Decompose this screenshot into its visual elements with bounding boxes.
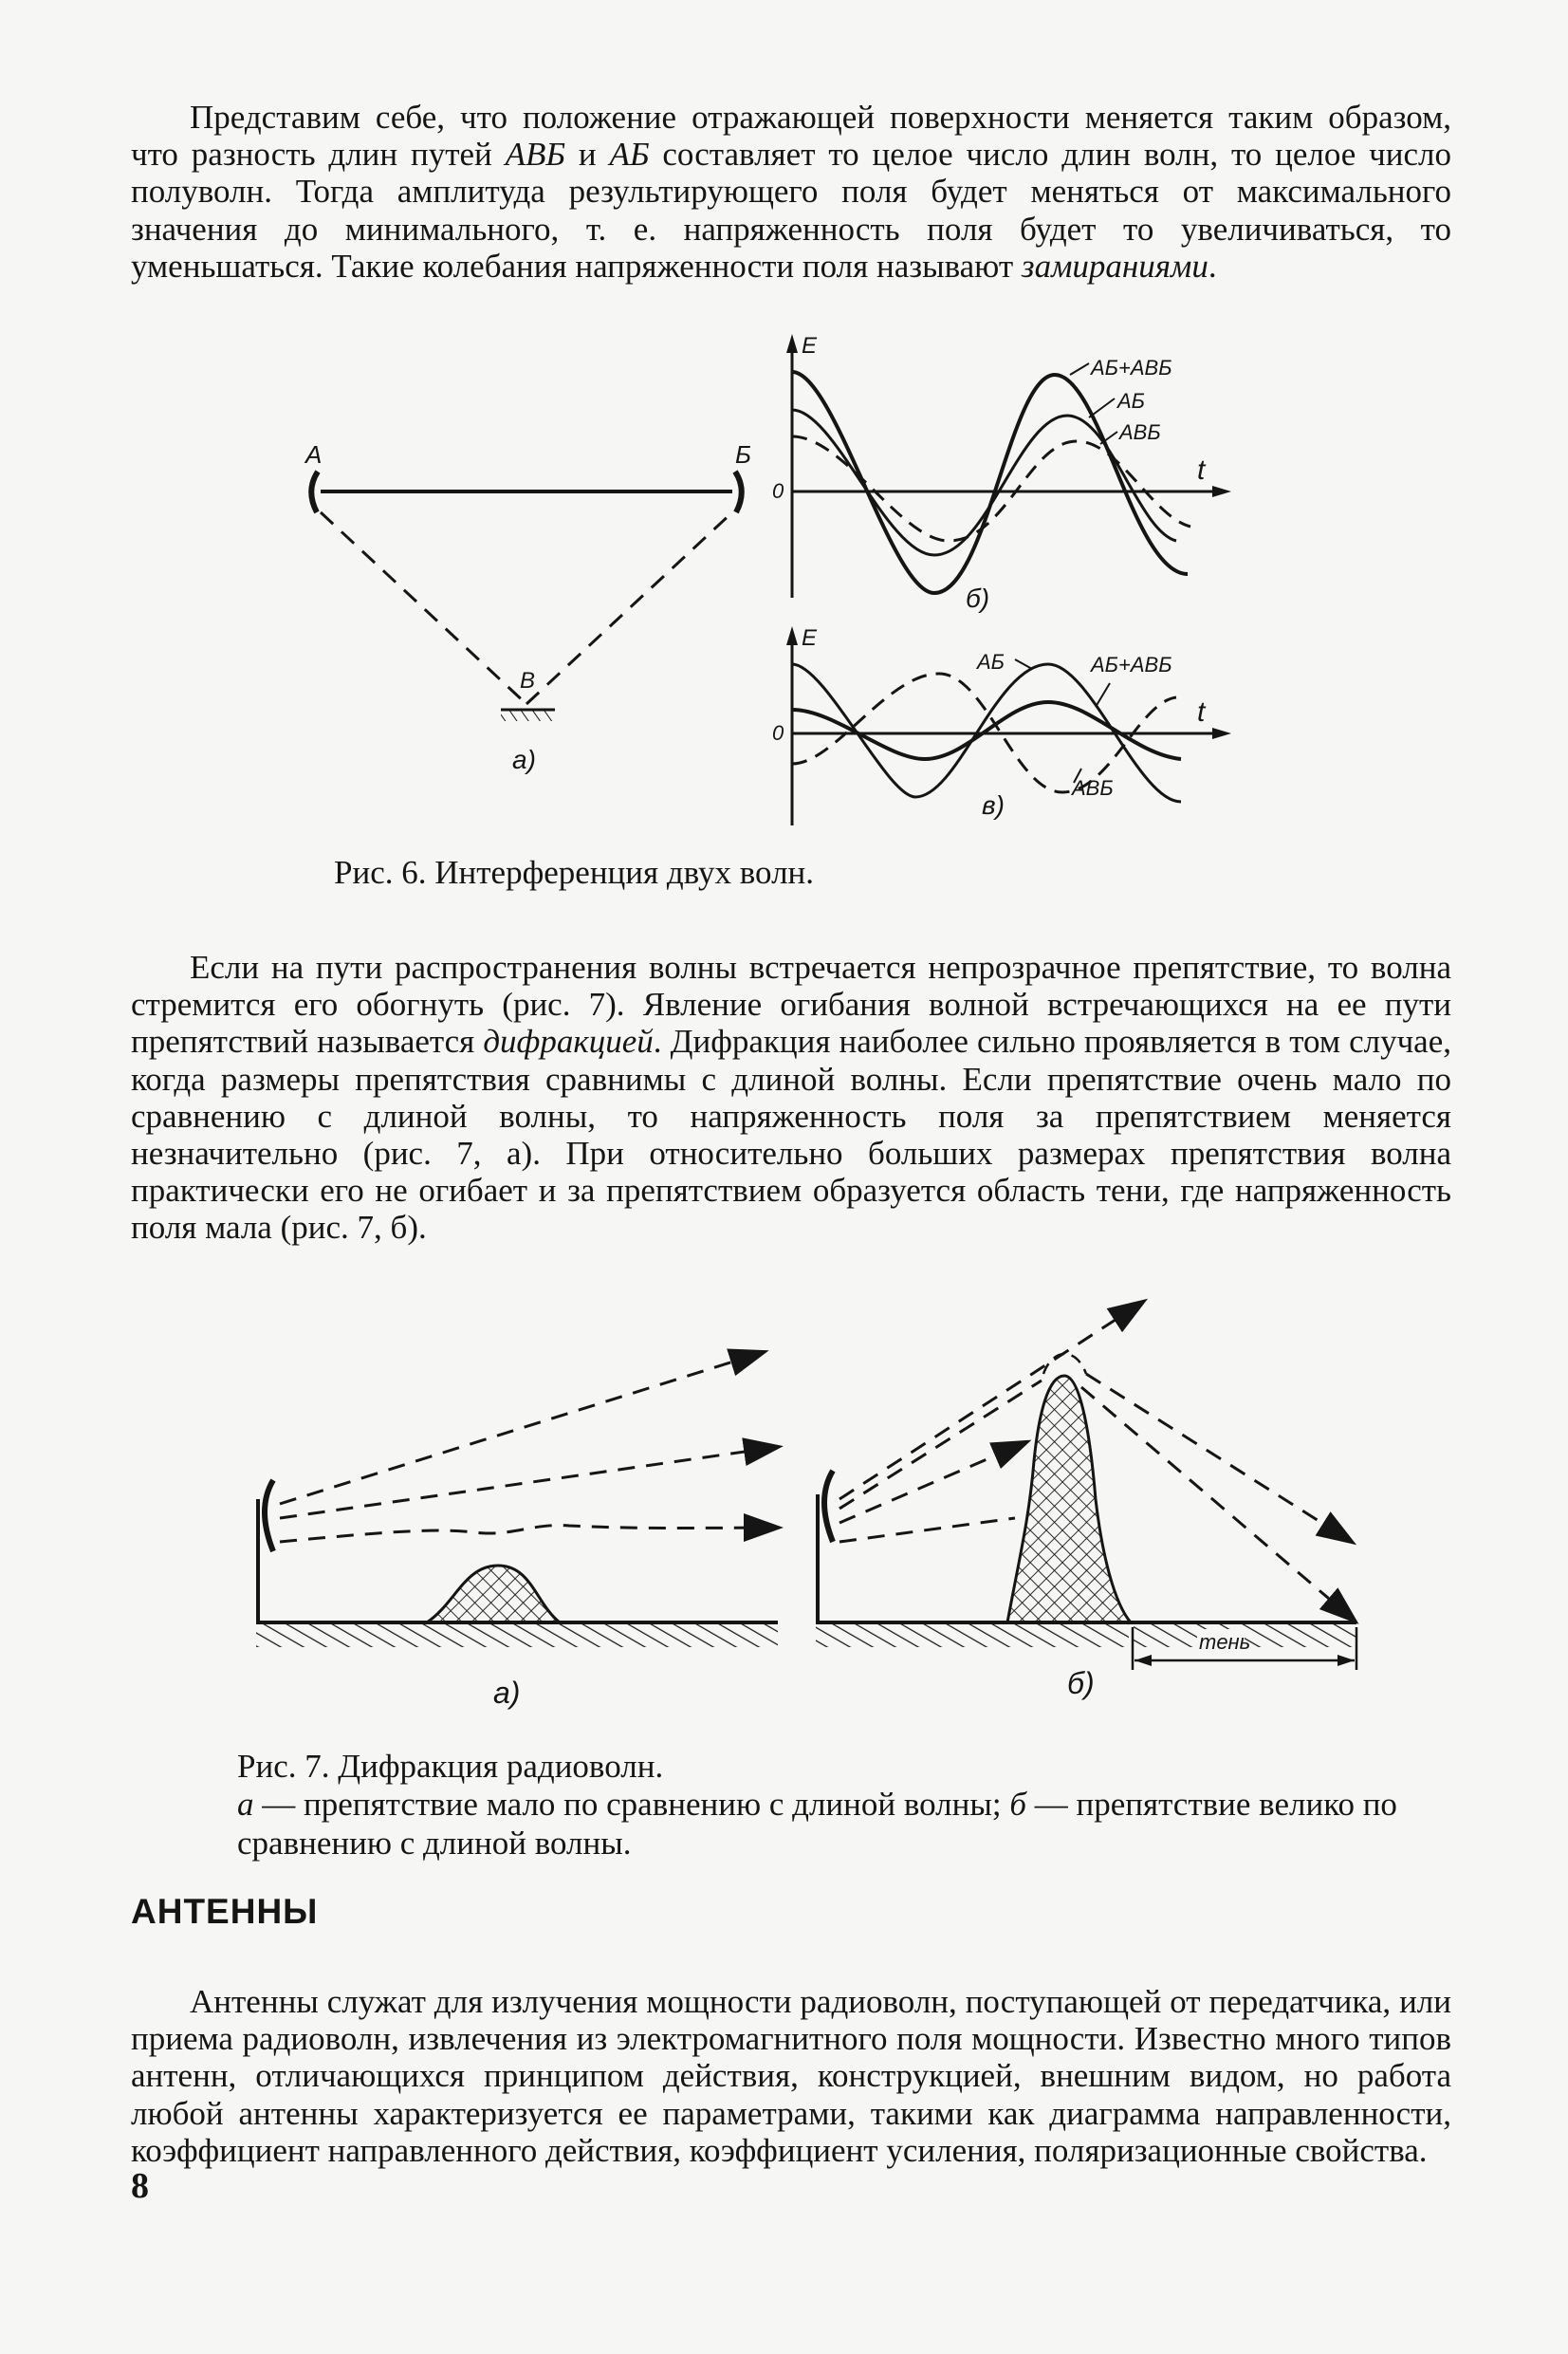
fig6b-t-arrow: [1212, 486, 1231, 497]
paragraph-diffraction-text-2: . Дифракция наиболее сильно проявляется в том случае, когда размеры препятствия сравнимы с длиной волны. Если препятствие очень мало по сравнению с длиной волны, то напряженность поля за препятствием меняется незначительно (рис. 7, а). При относительно больших размерах препятствия волна практически его не огибает и за препятствием образуется область тени, где напряженность поля мала (рис. 7, б).: [131, 1023, 1451, 1247]
fig7a-ray-1: [280, 1352, 764, 1504]
fig6a-geometry: [304, 440, 751, 774]
fig6v-label-ab: АБ: [977, 650, 1005, 674]
page-number: 8: [131, 2166, 149, 2206]
reflected-path-vb: [526, 512, 732, 704]
fig6b-t-label: t: [1197, 454, 1206, 486]
fig7-part-a-label: а): [493, 1676, 521, 1710]
fig7a-ray-3: [280, 1526, 778, 1542]
fig7-caption-legend: [237, 1786, 1432, 1863]
fig6b-leader-ab: [1089, 399, 1115, 417]
paragraph-fading-text-4: .: [1208, 247, 1217, 285]
paragraph-diffraction: [131, 949, 1451, 1247]
fig7-caption-b-letter: б: [1009, 1786, 1026, 1824]
fig7a-obstacle: [427, 1566, 560, 1622]
paragraph-fading-text-1: Представим себе, что положение отражающей поверхности меняется таким образом, что разность длин путей: [131, 99, 1451, 174]
fig7b-wave-around-top: [1043, 1354, 1086, 1374]
figure-7-diffraction: [247, 1271, 1366, 1727]
fig7a-antenna-reflector: [265, 1480, 273, 1551]
fig6-part-v-label: в): [982, 790, 1005, 820]
fig7-caption-a-text: — препятствие мало по сравнению с длиной волны;: [253, 1786, 1010, 1824]
fig7-caption: [237, 1748, 1432, 1863]
reflecting-surface-hatch: [501, 710, 555, 721]
fig7-caption-title: Рис. 7. Дифракция радиоволн.: [237, 1748, 664, 1785]
paragraph-fading-text-3: составляет то целое число длин волн, то целое число полуволн. Тогда амплитуда результирующего поля будет меняться от максимального значения до минимального, т. е. напряженность поля будет то увеличиваться, то уменьшаться. Такие колебания напряженности поля называют: [131, 136, 1451, 285]
antenna-b-reflector: [735, 472, 742, 512]
paragraph-fading-text-2: и: [565, 136, 610, 174]
fig7-part-b-label: б): [1067, 1666, 1095, 1700]
point-v-label: В: [520, 668, 536, 694]
term-diffraction: дифракцией: [483, 1023, 654, 1061]
fig7a-ray-2: [280, 1447, 778, 1518]
fig7b-shadow-label: тень: [1199, 1630, 1251, 1654]
fig7a-ground-hatch: [256, 1624, 778, 1647]
paragraph-diffraction-text-1: Если на пути распространения волны встречается непрозрачное препятствие, то волна стремится его обогнуть (рис. 7). Явление огибания волной встречающихся на ее пути препятствий называется: [131, 949, 1451, 1061]
fig7b-ray-4: [839, 1518, 1015, 1542]
fig7b-shadow-arrow-right: [1337, 1655, 1355, 1666]
path-abb-label: АВБ: [505, 136, 566, 174]
fig6b-leader-sum: [1070, 363, 1089, 375]
fig6v-e-label: E: [802, 625, 818, 651]
fig6v-t-label: t: [1197, 696, 1206, 728]
antenna-a-reflector: [311, 472, 318, 512]
fig7-caption-a-letter: а: [237, 1786, 254, 1824]
fig6v-e-arrow: [786, 626, 798, 645]
fig7b-antenna-reflector: [824, 1471, 833, 1542]
fig7b-diffracted-ray-1: [1086, 1374, 1352, 1542]
path-ab-label: АБ: [609, 136, 650, 174]
fig6v-leader-sum: [1096, 683, 1110, 707]
paragraph-fading: [131, 99, 1451, 285]
fig6v-plot: [772, 625, 1231, 825]
fig7b-diffracted-ray-2: [1081, 1387, 1355, 1621]
fig6b-origin-label: 0: [772, 479, 784, 503]
fig6b-plot: [772, 333, 1231, 613]
fig6v-curve-sum: [792, 702, 1181, 759]
fig6b-label-ab: АБ: [1117, 389, 1145, 413]
point-b-label: Б: [735, 440, 751, 469]
fig6b-e-arrow: [786, 334, 798, 353]
fig6v-t-arrow: [1212, 728, 1231, 739]
fig7b-ray-2: [839, 1381, 1042, 1509]
section-heading: АНТЕННЫ: [131, 1892, 319, 1931]
fig6b-label-sum: АБ+АВБ: [1091, 356, 1172, 380]
fig7a: [256, 1352, 778, 1710]
paragraph-antennas: Антенны служат для излучения мощности радиоволн, поступающей от передатчика, или приема радиоволн, извлечения из электромагнитного поля мощности. Известно много типов антенн, отличающихся принципом действия, конструкцией, внешним видом, но работа любой антенны характеризуется ее параметрами, такими как диаграмма направленности, коэффициент направленного действия, коэффициент усиления, поляризационные свойства.: [131, 1983, 1451, 2169]
fig7b: [816, 1302, 1356, 1700]
fig6v-label-abb: АВБ: [1072, 776, 1114, 800]
fig6v-label-sum: АБ+АВБ: [1091, 653, 1172, 677]
reflected-path-av: [321, 512, 526, 704]
fig6-part-a-label: а): [512, 745, 536, 774]
fig6-caption: Рис. 6. Интерференция двух волн.: [334, 854, 815, 891]
fig7b-shadow-arrow-left: [1134, 1655, 1152, 1666]
fig6-part-b-label: б): [966, 584, 990, 613]
fig6b-e-label: E: [802, 333, 818, 359]
fig7b-ray-1: [839, 1302, 1143, 1499]
fig6v-origin-label: 0: [772, 721, 784, 745]
fig7b-ground-hatch: [816, 1624, 1129, 1647]
fig6v-leader-ab: [1015, 659, 1032, 669]
fig6b-label-abb: АВБ: [1119, 420, 1161, 444]
figure-6-interference: [285, 323, 1252, 854]
point-a-label: А: [305, 440, 323, 469]
term-fading: замираниями: [1021, 247, 1208, 285]
fig7-caption-b-text: — препятствие велико по сравнению с длиной волны.: [237, 1786, 1397, 1862]
